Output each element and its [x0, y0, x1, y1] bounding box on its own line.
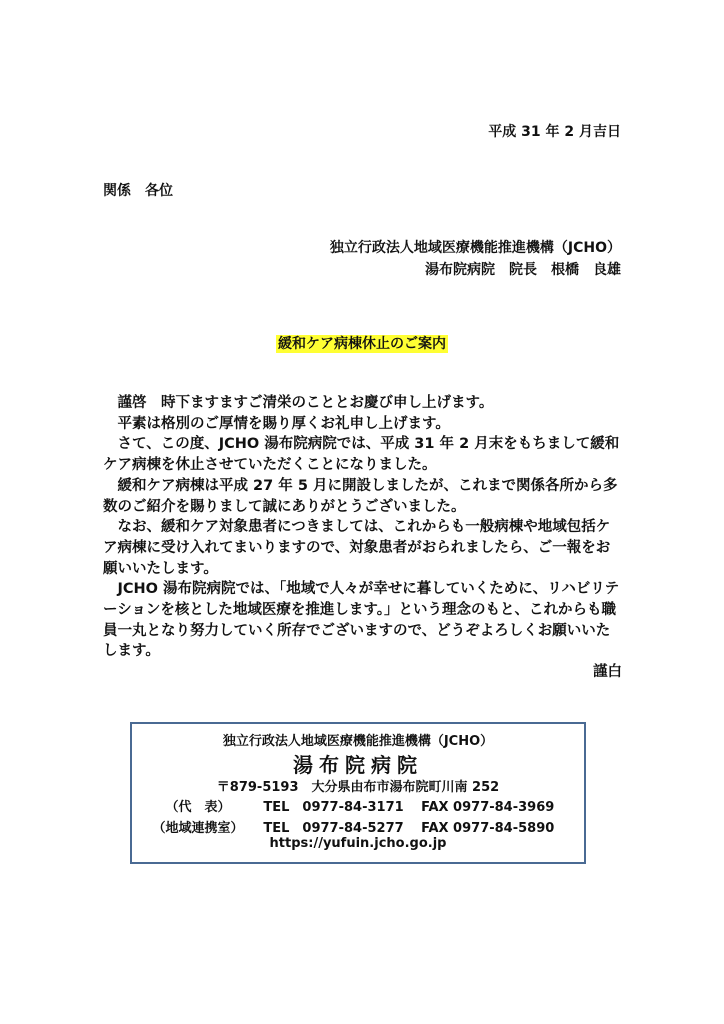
contact-box: [130, 722, 586, 864]
hospital-name: 湯布院病院: [293, 753, 423, 777]
letter-body: [103, 393, 622, 683]
liaison-tel: TEL 0977-84-5277: [263, 821, 404, 836]
main-label: （代 表）: [165, 800, 231, 815]
letter-date: 平成 31 年 2 月吉日: [488, 124, 621, 140]
main-fax: FAX 0977-84-3969: [421, 800, 555, 815]
paragraph-philosophy: JCHO 湯布院病院では、「地域で人々が幸せに暮していくために、リハビリテーションを核とした地域医療を推進します。」という理念のもと、これからも職員一丸となり努力していく所存でございますので、どうぞよろしくお願いいたします。: [103, 581, 620, 660]
paragraph-history: 緩和ケア病棟は平成 27 年 5 月に開設しましたが、これまで関係各所から多数のご紹介を賜りまして誠にありがとうございました。: [103, 477, 618, 515]
title-block: [0, 333, 724, 353]
contact-address: 〒879-5193 大分県由布市湯布院町川南 252: [216, 780, 500, 795]
sender-name: 湯布院病院 院長 根橋 良雄: [425, 262, 621, 278]
contact-liaison-row: [150, 817, 554, 836]
paragraph-greeting: 謹啓 時下ますますご清栄のこととお慶び申し上げます。: [117, 395, 494, 411]
addressee: 関係 各位: [103, 183, 173, 199]
closing: 謹白: [593, 664, 622, 681]
liaison-fax: FAX 0977-84-5890: [421, 821, 555, 836]
paragraph-announcement: さて、この度、JCHO 湯布院病院では、平成 31 年 2 月末をもちまして緩和ケア病棟を休止させていただくことになりました。: [103, 436, 620, 474]
paragraph-thanks: 平素は格別のご厚情を賜り厚くお礼申し上げます。: [117, 415, 450, 432]
paragraph-patients: なお、緩和ケア対象患者につきましては、これからも一般病棟や地域包括ケア病棟に受け入れてまいりますので、対象患者がおられましたら、ご一報をお願いいたします。: [103, 519, 611, 577]
letter-title: 緩和ケア病棟休止のご案内: [278, 336, 446, 352]
liaison-label: （地域連携室）: [152, 821, 244, 836]
contact-main-row: [150, 796, 554, 815]
website-url[interactable]: https://yufuin.jcho.go.jp: [269, 836, 447, 851]
main-tel: TEL 0977-84-3171: [263, 800, 404, 815]
contact-organization: 独立行政法人地域医療機能推進機構（JCHO）: [222, 734, 494, 749]
sender-organization: 独立行政法人地域医療機能推進機構（JCHO）: [329, 240, 621, 256]
